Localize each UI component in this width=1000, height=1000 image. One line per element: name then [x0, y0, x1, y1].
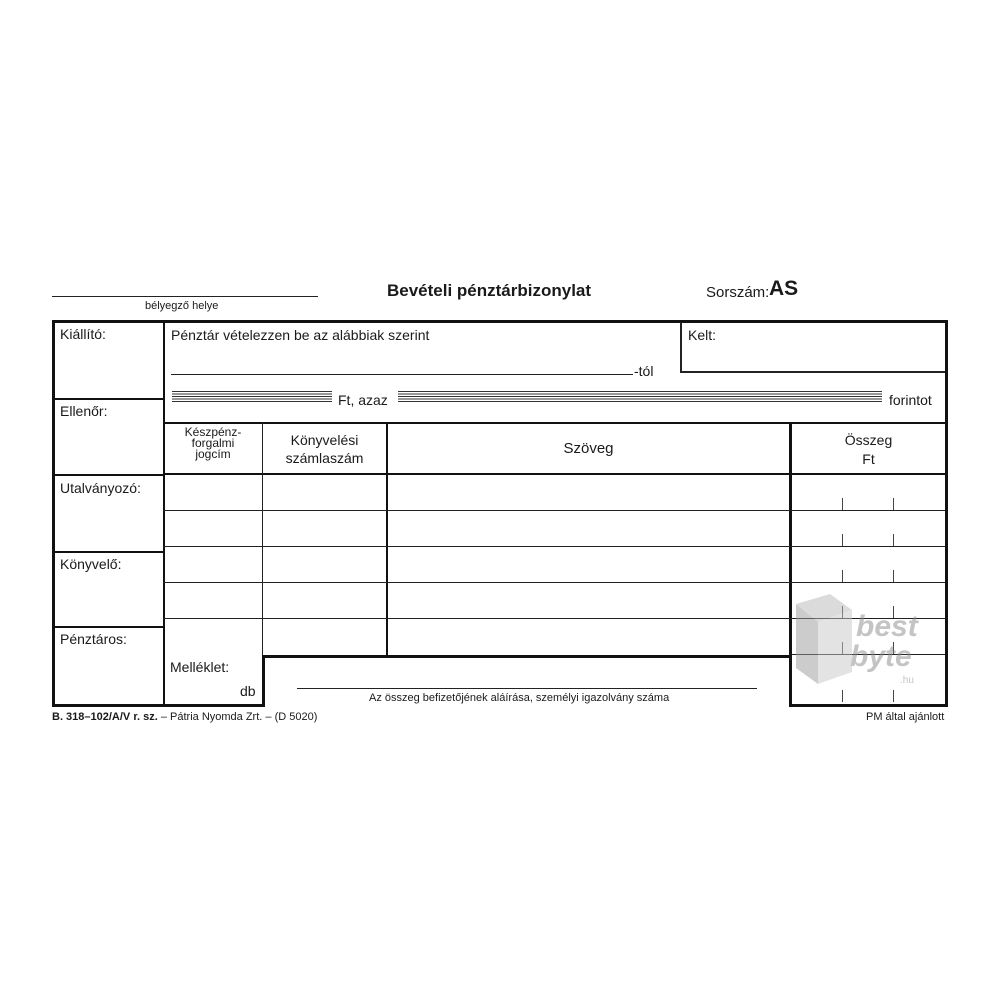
attachment-right-edge	[262, 655, 265, 707]
frame-right-upper	[945, 320, 948, 475]
table-top	[163, 422, 947, 424]
amount-tick	[842, 498, 843, 510]
header-amount	[792, 431, 945, 469]
frame-left	[52, 320, 55, 707]
amount-tick	[842, 570, 843, 582]
row-line-1	[163, 510, 945, 511]
from-suffix: -tól	[634, 363, 654, 379]
header-cash-title-line3: jogcím	[195, 447, 231, 461]
amount-tick	[842, 534, 843, 546]
header-account-number-line1: Könyvelési	[290, 432, 359, 448]
form-code	[52, 712, 317, 723]
issuer-label: Kiállító:	[60, 326, 106, 342]
header-description: Szöveg	[563, 440, 614, 457]
date-box-left	[680, 322, 682, 372]
payer-name-line[interactable]	[171, 374, 633, 375]
accountant-label: Könyvelő:	[60, 556, 122, 572]
date-label: Kelt:	[688, 327, 717, 343]
serial-label: Sorszám:	[706, 284, 770, 301]
serial-value: AS	[769, 277, 799, 300]
amount-digits-lines[interactable]	[172, 391, 332, 402]
forintot-label: forintot	[889, 392, 932, 408]
checker-bottom	[52, 474, 164, 476]
form-code-bold: B. 318–102/A/V r. sz.	[52, 711, 158, 723]
row-line-2	[163, 546, 945, 547]
issuer-bottom	[52, 398, 164, 400]
ft-azaz-label: Ft, azaz	[338, 392, 388, 408]
total-box-bottom	[789, 704, 948, 707]
header-cash-title-line1: Készpénz-	[184, 425, 242, 439]
amount-words-lines[interactable]	[398, 391, 882, 402]
table-bottom-edge	[262, 655, 792, 658]
attachment-unit: db	[240, 683, 256, 699]
form-title: Bevételi pénztárbizonylat	[387, 281, 592, 300]
signature-caption: Az összeg befizetőjének aláírása, személyi igazolvány száma	[369, 692, 670, 704]
table-header-bottom	[163, 473, 947, 475]
instruction-text: Pénztár vételezzen be az alábbiak szerint	[171, 327, 430, 343]
signature-line[interactable]	[297, 688, 757, 689]
row-line-3	[163, 582, 945, 583]
authorizer-label: Utalványozó:	[60, 480, 141, 496]
publisher: – Pátria Nyomda Zrt. – (D 5020)	[160, 711, 318, 723]
header-amount-line2: Ft	[862, 451, 875, 467]
authorizer-bottom	[52, 551, 164, 553]
checker-label: Ellenőr:	[60, 403, 108, 419]
stamp-line	[52, 296, 318, 297]
header-amount-line1: Összeg	[844, 432, 893, 448]
amount-tick	[893, 534, 894, 546]
header-account-number-line2: számlaszám	[285, 450, 364, 466]
frame-bottom-left	[52, 704, 265, 707]
total-box-right	[945, 475, 948, 707]
header-account-number	[263, 431, 386, 467]
attachment-label: Melléklet:	[170, 659, 230, 675]
cashier-label: Pénztáros:	[60, 631, 127, 647]
watermark-text-line1: best	[856, 610, 918, 643]
frame-top	[52, 320, 948, 323]
recommended-note: PM által ajánlott	[866, 711, 945, 723]
amount-tick	[893, 498, 894, 510]
header-cash-title	[164, 427, 262, 460]
watermark-logo	[792, 592, 942, 692]
accountant-bottom	[52, 626, 164, 628]
left-column-divider	[163, 320, 165, 707]
amount-tick	[893, 570, 894, 582]
stamp-label: bélyegző helye	[145, 300, 219, 312]
watermark-suffix: .hu	[900, 675, 914, 686]
date-box-bottom	[680, 371, 945, 373]
header-cash-title-line2: forgalmi	[191, 436, 235, 450]
watermark-text-line2: byte	[850, 640, 912, 673]
